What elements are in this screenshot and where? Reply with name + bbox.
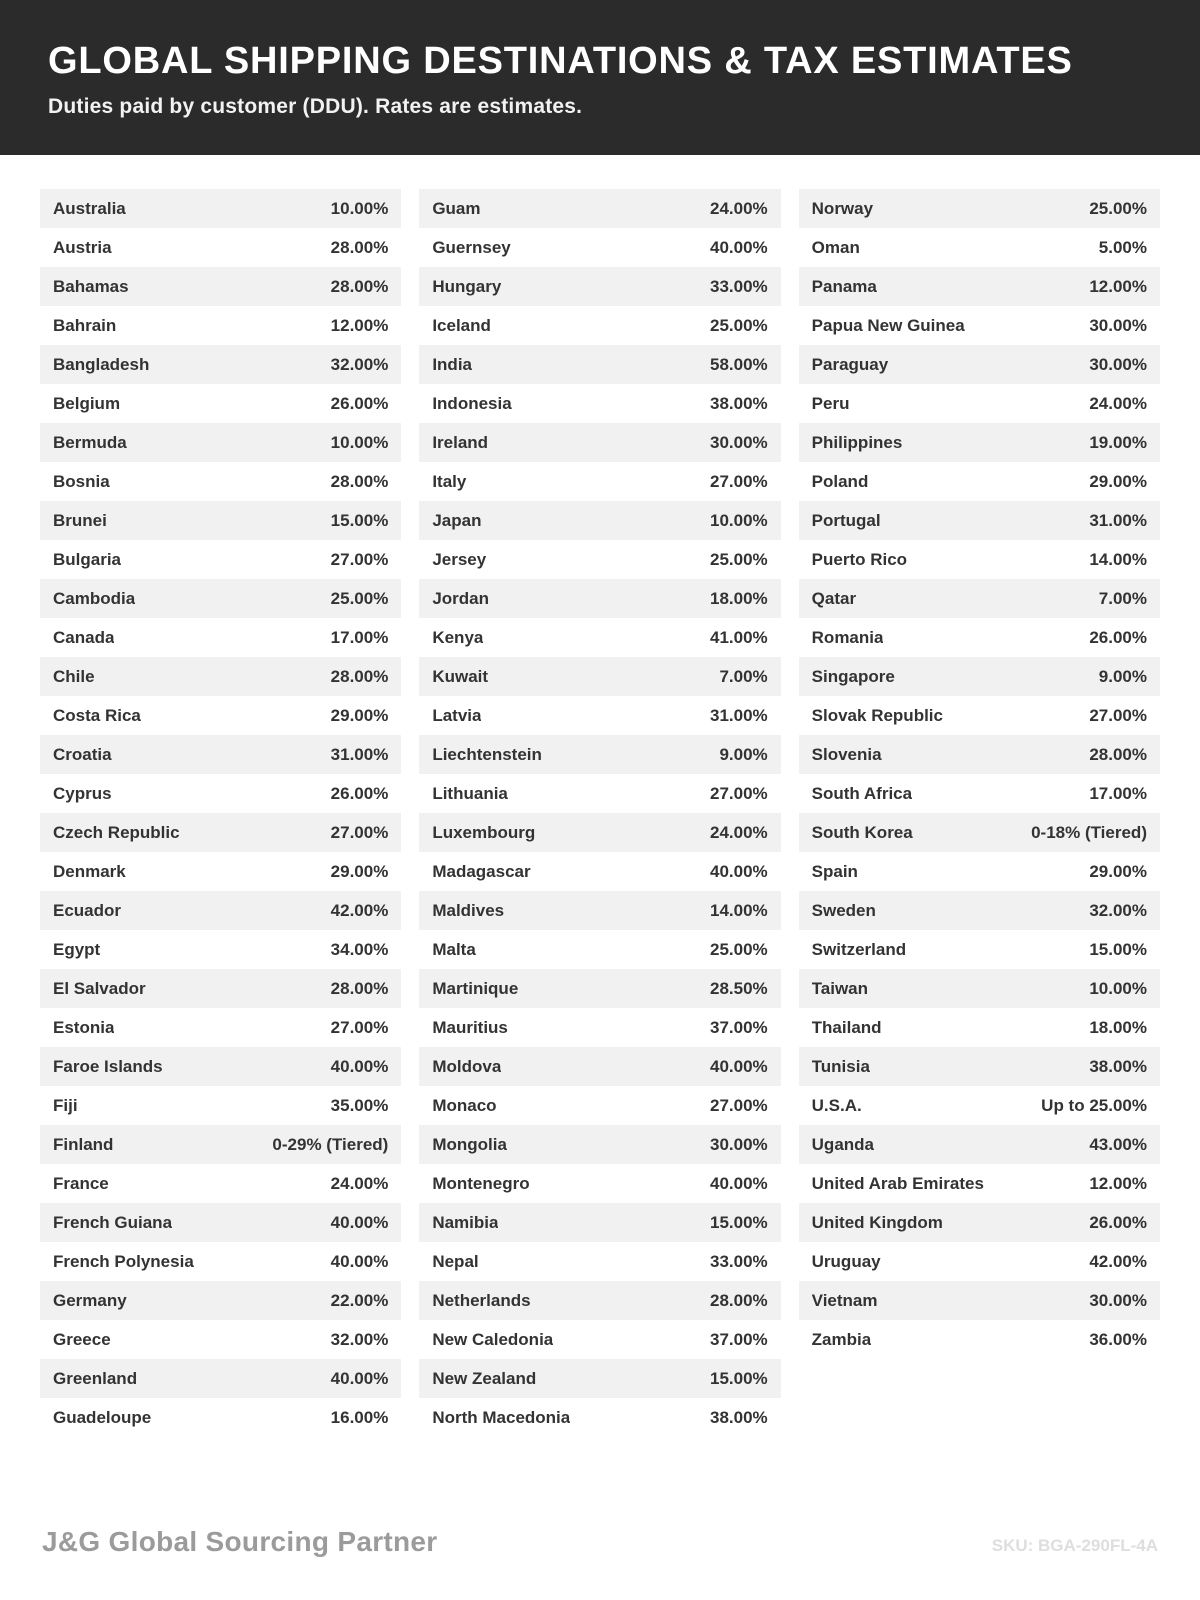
page-title: GLOBAL SHIPPING DESTINATIONS & TAX ESTIMATES [48,40,1073,82]
table-row [40,1008,401,1047]
table-row [419,774,780,813]
country-name: Netherlands [432,1290,531,1310]
table-row [40,462,401,501]
tax-rate: 40.00% [709,1173,768,1193]
page-subtitle: Duties paid by customer (DDU). Rates are estimates. [48,95,583,118]
country-name: Guadeloupe [53,1407,152,1427]
country-name: Papua New Guinea [811,315,965,335]
tax-rate: 34.00% [330,939,389,959]
country-name: Fiji [53,1095,78,1115]
country-name: Latvia [432,705,482,725]
tax-rate: 24.00% [1089,393,1147,413]
country-name: Croatia [53,744,112,764]
table-row [40,1125,401,1164]
table-row [419,267,780,306]
tax-rate: 31.00% [1089,510,1147,530]
table-row [799,852,1160,891]
country-name: Ireland [432,432,489,452]
table-row [799,1008,1160,1047]
country-name: Norway [811,198,874,218]
tax-rate: 12.00% [1089,1173,1147,1193]
tax-rate: 9.00% [1098,666,1147,686]
tax-rate: 32.00% [330,354,389,374]
country-name: Peru [811,393,850,413]
country-name: Monaco [432,1095,497,1115]
country-name: Hungary [432,276,502,296]
country-name: Puerto Rico [811,549,908,569]
country-name: Bangladesh [53,354,150,374]
tax-rate: 24.00% [709,198,768,218]
tax-rate: 29.00% [1089,861,1147,881]
country-name: French Guiana [53,1212,173,1232]
tax-rate: 35.00% [330,1095,389,1115]
rates-column-1 [40,189,401,1437]
tax-rate: 7.00% [1098,588,1147,608]
table-row [799,891,1160,930]
tax-rate: 12.00% [1089,276,1147,296]
table-row [799,813,1160,852]
country-name: Denmark [53,861,126,881]
table-row [40,423,401,462]
table-row [40,891,401,930]
tax-rate: 31.00% [330,744,389,764]
country-name: Belgium [53,393,121,413]
rates-table [0,155,1200,1437]
tax-rate: 28.00% [1089,744,1147,764]
table-row [419,345,780,384]
country-name: Ecuador [53,900,122,920]
footer [0,1526,1200,1600]
tax-rate: 15.00% [330,510,389,530]
tax-rate: 25.00% [709,939,768,959]
tax-rate: 30.00% [1089,315,1147,335]
tax-rate: 38.00% [709,393,768,413]
table-row [40,1047,401,1086]
table-row [419,462,780,501]
brand-name: J&G Global Sourcing Partner [42,1526,438,1557]
table-row [419,579,780,618]
tax-rate: 27.00% [330,549,389,569]
country-name: Uganda [811,1134,874,1154]
table-row [40,969,401,1008]
country-name: Lithuania [432,783,508,803]
tax-rate: 16.00% [330,1407,389,1427]
tax-rate: 28.00% [330,471,389,491]
table-row [799,1203,1160,1242]
country-name: Jersey [432,549,487,569]
table-row [799,462,1160,501]
country-name: Vietnam [811,1290,878,1310]
tax-rate: 27.00% [709,783,768,803]
tax-rate: 26.00% [330,783,389,803]
country-name: Singapore [811,666,895,686]
country-name: Moldova [432,1056,502,1076]
tax-rate: 26.00% [1089,627,1147,647]
table-row [419,735,780,774]
country-name: Oman [811,237,860,257]
table-row [40,1359,401,1398]
country-name: Canada [53,627,115,647]
country-name: Switzerland [811,939,907,959]
tax-rate: 25.00% [1089,198,1147,218]
country-name: Maldives [432,900,505,920]
tax-rate: 28.00% [709,1290,768,1310]
country-name: South Korea [811,822,913,842]
table-row [40,306,401,345]
table-row [419,1242,780,1281]
table-row [40,1203,401,1242]
country-name: Greenland [53,1368,138,1388]
country-name: Philippines [811,432,903,452]
country-name: India [432,354,472,374]
table-row [40,228,401,267]
tax-rate: 36.00% [1089,1329,1147,1349]
tax-rate: 27.00% [330,1017,389,1037]
table-row [799,1320,1160,1359]
tax-rate: 27.00% [709,1095,768,1115]
tax-rate: 40.00% [330,1212,389,1232]
country-name: Jordan [432,588,490,608]
table-row [419,1047,780,1086]
table-row [40,1242,401,1281]
country-name: Austria [53,237,112,257]
table-row [419,1320,780,1359]
tax-rate: 37.00% [709,1329,768,1349]
tax-rate: 5.00% [1098,237,1147,257]
table-row [799,423,1160,462]
tax-rate: Up to 25.00% [1041,1095,1147,1115]
table-row [40,657,401,696]
table-row [799,696,1160,735]
tax-rate: 38.00% [1089,1056,1147,1076]
country-name: Australia [53,198,126,218]
country-name: Sweden [811,900,876,920]
country-name: New Caledonia [432,1329,554,1349]
tax-rate: 43.00% [1089,1134,1147,1154]
country-name: Namibia [432,1212,499,1232]
table-row [40,1398,401,1437]
tax-rate: 28.00% [330,978,389,998]
country-name: Kenya [432,627,484,647]
country-name: Romania [811,627,884,647]
country-name: Guam [432,198,481,218]
table-row [419,1398,780,1437]
country-name: Bahrain [53,315,117,335]
country-name: Kuwait [432,666,489,686]
tax-rate: 25.00% [709,549,768,569]
tax-rate: 30.00% [1089,1290,1147,1310]
country-name: Brunei [53,510,107,530]
country-name: Cyprus [53,783,112,803]
tax-rate: 28.00% [330,276,389,296]
tax-rate: 14.00% [709,900,768,920]
country-name: Bosnia [53,471,110,491]
tax-rate: 32.00% [1089,900,1147,920]
country-name: Nepal [432,1251,479,1271]
country-name: Bulgaria [53,549,122,569]
tax-rate: 27.00% [330,822,389,842]
country-name: Malta [432,939,476,959]
table-row [799,345,1160,384]
table-row [40,501,401,540]
header [0,0,1200,155]
table-row [799,1164,1160,1203]
tax-rate: 58.00% [709,354,768,374]
country-name: Uruguay [811,1251,881,1271]
country-name: United Kingdom [811,1212,943,1232]
tax-rate: 40.00% [330,1368,389,1388]
country-name: Martinique [432,978,519,998]
tax-rate: 28.50% [709,978,768,998]
table-row [799,774,1160,813]
country-name: Paraguay [811,354,889,374]
rates-column-3 [799,189,1160,1359]
table-row [799,306,1160,345]
country-name: Spain [811,861,858,881]
table-row [799,1047,1160,1086]
tax-rate: 38.00% [709,1407,768,1427]
table-row [799,189,1160,228]
table-row [419,969,780,1008]
country-name: Costa Rica [53,705,141,725]
country-name: Liechtenstein [432,744,542,764]
table-row [799,228,1160,267]
table-row [40,813,401,852]
country-name: United Arab Emirates [811,1173,984,1193]
country-name: Estonia [53,1017,115,1037]
tax-rate: 17.00% [1089,783,1147,803]
rates-column-2 [419,189,780,1437]
table-row [419,930,780,969]
table-row [419,501,780,540]
table-row [40,345,401,384]
table-row [419,540,780,579]
table-row [40,1281,401,1320]
country-name: Cambodia [53,588,136,608]
tax-rate: 40.00% [330,1056,389,1076]
tax-rate: 22.00% [330,1290,389,1310]
country-name: Chile [53,666,95,686]
tax-rate: 15.00% [709,1212,768,1232]
table-row [419,1008,780,1047]
country-name: Italy [432,471,467,491]
tax-rate: 18.00% [1089,1017,1147,1037]
country-name: France [53,1173,109,1193]
tax-rate: 41.00% [709,627,768,647]
country-name: Indonesia [432,393,512,413]
country-name: Slovak Republic [811,705,943,725]
table-row [419,852,780,891]
table-row [419,1281,780,1320]
table-row [419,228,780,267]
country-name: Finland [53,1134,114,1154]
table-row [799,1281,1160,1320]
tax-rate: 37.00% [709,1017,768,1037]
table-row [419,1086,780,1125]
table-row [799,1086,1160,1125]
country-name: New Zealand [432,1368,537,1388]
table-row [799,1242,1160,1281]
table-row [40,540,401,579]
tax-rate: 42.00% [1089,1251,1147,1271]
country-name: Montenegro [432,1173,530,1193]
tax-rate: 10.00% [709,510,768,530]
table-row [419,423,780,462]
tax-rate: 10.00% [330,198,389,218]
table-row [419,384,780,423]
tax-rate: 29.00% [1089,471,1147,491]
tax-rate: 42.00% [330,900,389,920]
country-name: Bermuda [53,432,127,452]
tax-rate: 40.00% [709,237,768,257]
country-name: Qatar [811,588,857,608]
table-row [799,267,1160,306]
table-row [419,189,780,228]
tax-rate: 10.00% [1089,978,1147,998]
tax-rate: 0-18% (Tiered) [1031,822,1147,842]
country-name: Japan [432,510,482,530]
table-row [419,306,780,345]
country-name: Thailand [811,1017,882,1037]
tax-rate: 31.00% [709,705,768,725]
table-row [40,852,401,891]
table-row [40,1320,401,1359]
country-name: Luxembourg [432,822,536,842]
tax-rate: 24.00% [709,822,768,842]
tax-rate: 9.00% [719,744,768,764]
tax-rate: 18.00% [709,588,768,608]
tax-rate: 32.00% [330,1329,389,1349]
table-row [799,540,1160,579]
tax-rate: 40.00% [709,861,768,881]
table-row [40,384,401,423]
tax-rate: 28.00% [330,666,389,686]
table-row [40,267,401,306]
table-row [419,618,780,657]
table-row [419,813,780,852]
country-name: South Africa [811,783,913,803]
country-name: Egypt [53,939,101,959]
country-name: Tunisia [811,1056,870,1076]
tax-rate: 19.00% [1089,432,1147,452]
country-name: Iceland [432,315,491,335]
table-row [40,735,401,774]
country-name: Poland [811,471,869,491]
tax-rate: 26.00% [330,393,389,413]
table-row [419,1359,780,1398]
country-name: Zambia [811,1329,872,1349]
tax-rate: 15.00% [709,1368,768,1388]
tax-rate: 25.00% [330,588,389,608]
table-row [40,696,401,735]
tax-rate: 33.00% [709,1251,768,1271]
table-row [419,696,780,735]
country-name: Czech Republic [53,822,180,842]
tax-rate: 30.00% [1089,354,1147,374]
country-name: Faroe Islands [53,1056,163,1076]
tax-rate: 29.00% [330,861,389,881]
country-name: Taiwan [811,978,869,998]
country-name: Guernsey [432,237,511,257]
country-name: Germany [53,1290,127,1310]
country-name: Portugal [811,510,881,530]
tax-rate: 24.00% [330,1173,389,1193]
country-name: El Salvador [53,978,146,998]
country-name: Mauritius [432,1017,508,1037]
tax-rate: 25.00% [709,315,768,335]
country-name: Greece [53,1329,111,1349]
table-row [419,1125,780,1164]
country-name: Madagascar [432,861,531,881]
table-row [419,1203,780,1242]
tax-rate: 15.00% [1089,939,1147,959]
table-row [799,501,1160,540]
tax-rate: 29.00% [330,705,389,725]
country-name: U.S.A. [811,1095,862,1115]
country-name: Slovenia [811,744,882,764]
country-name: Mongolia [432,1134,507,1154]
tax-rate: 27.00% [1089,705,1147,725]
table-row [799,930,1160,969]
table-row [40,930,401,969]
country-name: Bahamas [53,276,129,296]
table-row [419,1164,780,1203]
table-row [419,891,780,930]
table-row [799,735,1160,774]
tax-rate: 33.00% [709,276,768,296]
tax-rate: 26.00% [1089,1212,1147,1232]
table-row [799,618,1160,657]
tax-rate: 28.00% [330,237,389,257]
tax-rate: 12.00% [330,315,389,335]
table-row [799,657,1160,696]
country-name: French Polynesia [53,1251,194,1271]
table-row [40,1086,401,1125]
table-row [40,618,401,657]
tax-rate: 10.00% [330,432,389,452]
table-row [799,579,1160,618]
tax-rate: 30.00% [709,432,768,452]
table-row [40,189,401,228]
tax-rate: 14.00% [1089,549,1147,569]
tax-rate: 0-29% (Tiered) [272,1134,389,1154]
tax-rate: 7.00% [719,666,768,686]
tax-rate: 40.00% [709,1056,768,1076]
tax-rate: 40.00% [330,1251,389,1271]
table-row [419,657,780,696]
sku-label: SKU: BGA-290FL-4A [991,1536,1158,1555]
table-row [799,969,1160,1008]
tax-rate: 27.00% [709,471,768,491]
table-row [40,579,401,618]
table-row [799,384,1160,423]
table-row [40,1164,401,1203]
table-row [799,1125,1160,1164]
table-row [40,774,401,813]
tax-rate: 30.00% [709,1134,768,1154]
country-name: Panama [811,276,877,296]
tax-rate: 17.00% [330,627,389,647]
country-name: North Macedonia [432,1407,571,1427]
